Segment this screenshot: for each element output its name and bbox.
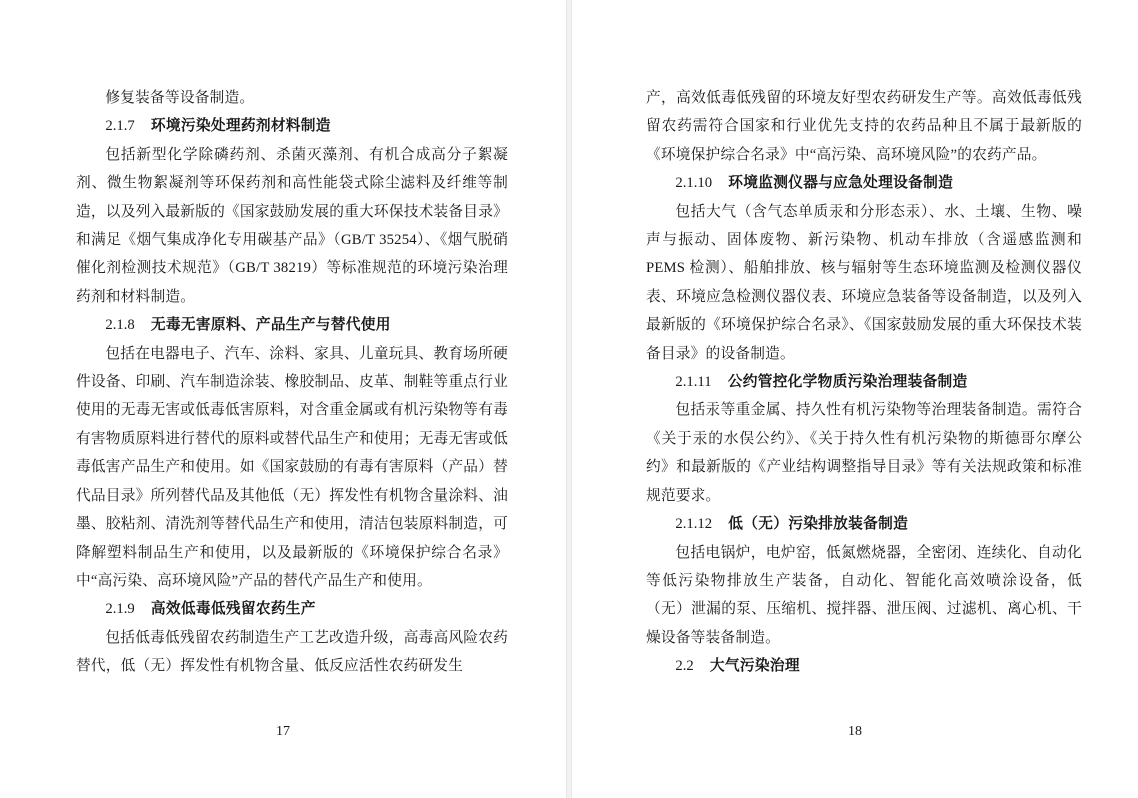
page-18 bbox=[572, 0, 1138, 798]
section-heading bbox=[646, 510, 1082, 538]
section-title: 高效低毒低残留农药生产 bbox=[150, 601, 316, 618]
section-number: 2.1.12 bbox=[675, 516, 713, 533]
section-heading bbox=[646, 368, 1082, 396]
section-number: 2.1.9 bbox=[105, 601, 135, 618]
section-number: 2.1.7 bbox=[105, 118, 135, 135]
section-title: 大气污染治理 bbox=[709, 658, 800, 675]
section-heading bbox=[646, 169, 1082, 197]
page-number: 18 bbox=[848, 724, 862, 739]
paragraph: 修复装备等设备制造。 bbox=[105, 90, 255, 106]
section-number: 2.1.10 bbox=[675, 175, 713, 192]
paragraph: 包括大气（含气态单质汞和分形态汞）、水、土壤、生物、噪声与振动、固体废物、新污染物、机动车排放（含遥感监测和 PEMS 检测）、船舶排放、核与辐射等生态环境监测及检测仪器仪表、环境应急检测仪器仪表、环境应急装备等设备制造，以及列入最新版的《环境保护综合名录》、《国家鼓励发展的重大环保技术装备目录》的设备制造。 bbox=[646, 203, 1082, 362]
section-title: 环境监测仪器与应急处理设备制造 bbox=[728, 175, 954, 192]
section-title: 低（无）污染排放装备制造 bbox=[728, 516, 909, 533]
paragraph: 包括汞等重金属、持久性有机污染物等治理装备制造。需符合《关于汞的水俣公约》、《关于持久性有机污染物的斯德哥尔摩公约》和最新版的《产业结构调整指导目录》等有关法规政策和标准规范要求。 bbox=[646, 402, 1082, 504]
section-number: 2.2 bbox=[675, 658, 694, 675]
paragraph: 包括电锅炉，电炉窑，低氮燃烧器，全密闭、连续化、自动化等低污染物排放生产装备，自动化、智能化高效喷涂设备，低（无）泄漏的泵、压缩机、搅拌器、泄压阀、过滤机、离心机、干燥设备等装备制造。 bbox=[646, 544, 1082, 646]
section-title: 公约管控化学物质污染治理装备制造 bbox=[727, 374, 968, 391]
section-number: 2.1.8 bbox=[105, 317, 135, 334]
paragraph: 包括低毒低残留农药制造生产工艺改造升级，高毒高风险农药替代，低（无）挥发性有机物含量、低反应活性农药研发生 bbox=[76, 629, 508, 675]
page-number: 17 bbox=[276, 724, 290, 739]
section-number: 2.1.11 bbox=[675, 374, 712, 391]
section-title: 无毒无害原料、产品生产与替代使用 bbox=[150, 317, 391, 334]
page-17-textblock bbox=[76, 84, 508, 708]
section-title: 环境污染处理药剂材料制造 bbox=[150, 118, 331, 135]
section-heading bbox=[76, 112, 508, 140]
paragraph: 包括在电器电子、汽车、涂料、家具、儿童玩具、教育场所硬件设备、印刷、汽车制造涂装、橡胶制品、皮革、制鞋等重点行业使用的无毒无害或低毒低害原料，对含重金属或有机污染物等有毒有害物质原料进行替代的原料或替代品生产和使用；无毒无害或低毒低害产品生产和使用。如《国家鼓励的有毒有害原料（产品）替代品目录》所列替代品及其他低（无）挥发性有机物含量涂料、油墨、胶粘剂、清洗剂等替代品生产和使用，清洁包装原料制造，可降解塑料制品生产和使用，以及最新版的《环境保护综合名录》中“高污染、高环境风险”产品的替代产品生产和使用。 bbox=[76, 345, 508, 589]
paragraph: 包括新型化学除磷药剂、杀菌灭藻剂、有机合成高分子絮凝剂、微生物絮凝剂等环保药剂和高性能袋式除尘滤料及纤维等制造，以及列入最新版的《国家鼓励发展的重大环保技术装备目录》和满足《烟气集成净化专用碳基产品》（GB/T 35254）、《烟气脱硝催化剂检测技术规范》（GB/T 38219）等标准规范的环境污染治理药剂和材料制造。 bbox=[76, 146, 508, 305]
page-17 bbox=[0, 0, 566, 798]
paragraph: 产，高效低毒低残留的环境友好型农药研发生产等。高效低毒低残留农药需符合国家和行业优先支持的农药品种且不属于最新版的《环境保护综合名录》中“高污染、高环境风险”的农药产品。 bbox=[646, 90, 1082, 163]
section-heading bbox=[76, 311, 508, 339]
page-18-textblock bbox=[646, 84, 1082, 708]
section-heading bbox=[76, 595, 508, 623]
section-heading bbox=[646, 652, 1082, 680]
